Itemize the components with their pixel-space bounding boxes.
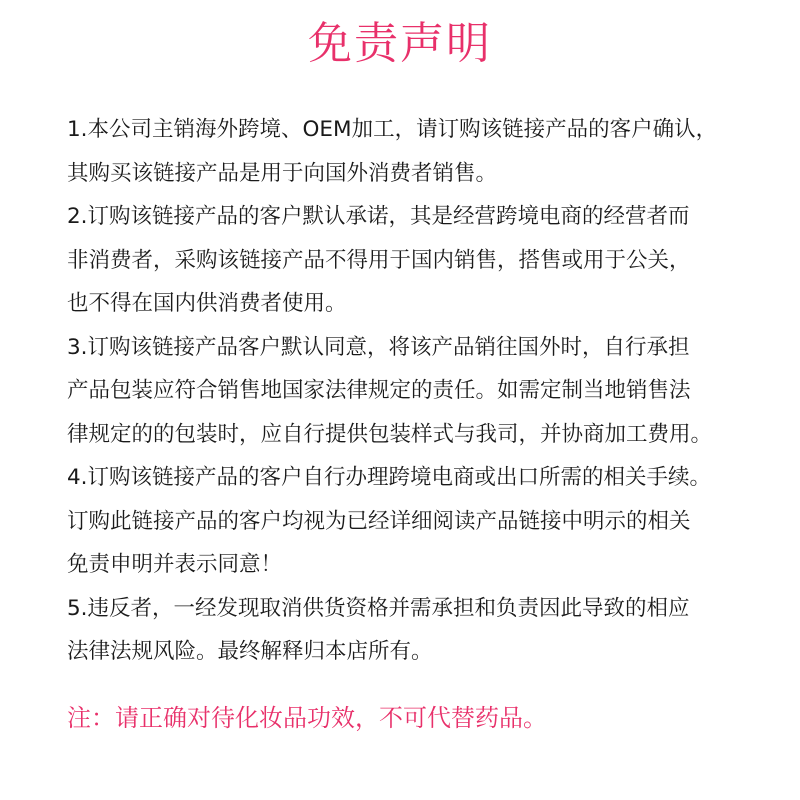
disclaimer-line: 产品包装应符合销售地国家法律规定的责任。如需定制当地销售法: [67, 378, 691, 403]
disclaimer-line: 也不得在国内供消费者使用。: [67, 291, 347, 316]
disclaimer-line: 非消费者，采购该链接产品不得用于国内销售，搭售或用于公关，: [67, 247, 691, 273]
cosmetics-note: 注：请正确对待化妆品功效，不可代替药品。: [67, 704, 547, 732]
disclaimer-line: 其购买该链接产品是用于向国外消费者销售。: [67, 160, 498, 186]
disclaimer-line: 3.订购该链接产品客户默认同意，将该产品销往国外时，自行承担: [67, 334, 690, 360]
disclaimer-line: 律规定的的包装时，应自行提供包装样式与我司，并协商加工费用。: [67, 421, 713, 447]
page-title: 免责声明: [308, 18, 492, 69]
disclaimer-line: 4.订购该链接产品的客户自行办理跨境电商或出口所需的相关手续。: [67, 465, 712, 490]
disclaimer-line: 5.违反者，一经发现取消供货资格并需承担和负责因此导致的相应: [67, 595, 690, 621]
disclaimer-line: 法律法规风险。最终解释归本店所有。: [67, 639, 433, 664]
disclaimer-body: [67, 108, 792, 674]
disclaimer-line: 免责申明并表示同意！: [67, 552, 283, 577]
disclaimer-line: 1.本公司主销海外跨境、OEM加工，请订购该链接产品的客户确认，: [67, 117, 718, 142]
disclaimer-line: 2.订购该链接产品的客户默认承诺，其是经营跨境电商的经营者而: [67, 204, 690, 229]
disclaimer-line: 订购此链接产品的客户均视为已经详细阅读产品链接中明示的相关: [67, 508, 691, 534]
